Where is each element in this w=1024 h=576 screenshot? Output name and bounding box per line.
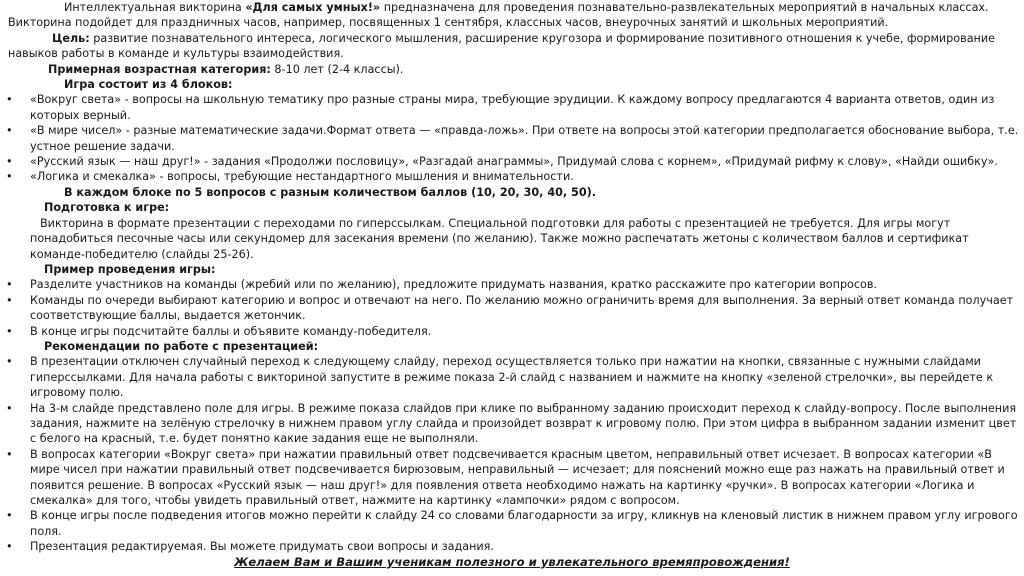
blocks-heading: Игра состоит из 4 блоков: (64, 78, 233, 92)
bullet-icon: • (6, 293, 13, 307)
list-item: • «Русский язык — наш друг!» - задания «Продолжи пословицу», «Разгадай анаграммы», Придумай слова с корнем», «Придумай рифму к слову», «Найди ошибку». (6, 155, 998, 169)
example-heading: Пример проведения игры: (44, 262, 216, 276)
prep-text: Викторина в формате презентации с переходами по гиперссылкам. Специальной подготовки для работы с презентацией не требуется. Для игры могут понадобиться песочные часы или секундомер для засекания времени (по желанию). Также можно распечатать жетоны с количеством баллов и сертификат команде-победителю (слайды 25-26). (30, 216, 969, 261)
quiz-title: «Для самых умных!» (245, 1, 381, 14)
age-text: 8-10 лет (2-4 классы). (270, 62, 404, 76)
list-item: • В конце игры после подведения итогов можно перейти к слайду 24 со словами благодарности за игру, кликнув на кленовый листик в нижнем правом углу игрового поля. (6, 509, 1018, 538)
bullet-icon: • (6, 401, 13, 415)
list-item: • В презентации отключен случайный переход к следующему слайду, переход осуществляется только при нажатии на кнопки, связанные с нужными слайдами гиперссылками. Для начала работы с викториной запустите в режиме показа 2-й слайд с названием и нажмите на кнопку «зеленой стрелочки», вы перейдете к игровому полю. (6, 355, 994, 400)
list-item: • Презентация редактируемая. Вы можете придумать свои вопросы и задания. (6, 540, 494, 554)
bullet-icon: • (6, 124, 13, 138)
bullet-icon: • (6, 170, 13, 184)
bullet-icon: • (6, 155, 13, 169)
list-item: • На 3-м слайде представлено поле для игры. В режиме показа слайдов при клике по выбранному заданию происходит переход к слайду-вопросу. После выполнения задания, нажмите на зелёную стрелочку в нижнем правом углу слайда и произойдет возврат к игровому полю. При этом цифра в выбранном задании изменит цвет с белого на красный, т.е. будет понятно какие задания еще не выполняли. (6, 401, 1017, 446)
bullet-icon: • (6, 540, 13, 554)
blocks-list (0, 92, 1024, 184)
prep-heading: Подготовка к игре: (44, 201, 170, 215)
list-item: • В конце игры подсчитайте баллы и объявите команду-победителя. (6, 324, 432, 338)
age-label: Примерная возрастная категория: (48, 62, 271, 76)
age-paragraph (0, 62, 1024, 77)
bullet-icon: • (6, 278, 13, 292)
list-item: • «Вокруг света» - вопросы на школьную тематику про разные страны мира, требующие эрудиции. К каждому вопросу предлагаются 4 варианта ответов, один из которых верный. (6, 93, 995, 122)
points-line: В каждом блоке по 5 вопросов с разным количеством баллов (10, 20, 30, 40, 50). (64, 185, 596, 199)
list-item: • Команды по очереди выбирают категорию и вопрос и отвечают на него. По желанию можно ограничить время для выполнения. За верный ответ команда получает соответствующие баллы, выдается жетончик. (6, 293, 1014, 323)
intro-text: предназначена для проведения познавательно-развлекательных мероприятий в начальных классах. Викторина подойдет для праздничных часов, например, посвященных 1 сентября, классных часов, внеурочных занятий и школьных мероприятий. (8, 1, 989, 30)
goal-paragraph (0, 31, 1024, 62)
list-item: • Разделите участников на команды (жребий или по желанию), предложите придумать названия, кратко расскажите про категории вопросов. (6, 278, 878, 292)
intro-lead: Интеллектуальная викторина (64, 1, 246, 14)
example-list (0, 277, 1024, 339)
goal-text: развитие познавательного интереса, логического мышления, расширение кругозора и формирование позитивного отношения к учебе, формирование навыков работы в команде и культуры взаимодействия. (8, 31, 996, 61)
bullet-icon: • (6, 447, 13, 461)
list-item: • В вопросах категории «Вокруг света» при нажатии правильный ответ подсвечивается красным цветом, неправильный ответ исчезает. В вопросах категории «В мире чисел при нажатии правильный ответ подсвечивается бирюзовым, неправильный — исчезает; для пояснений можно еще раз нажать на правильный ответ и появится решение. В вопросах «Русский язык — наш друг!» для появления ответа необходимо нажать на картинку «ручки». В вопросах категории «Логика и смекалка» для того, чтобы увидеть правильный ответ, нажмите на картинку «лампочки» рядом с вопросом. (6, 447, 1005, 507)
bullet-icon: • (6, 355, 13, 369)
list-item: • «В мире чисел» - разные математические задачи.Формат ответа — «правда-ложь». При ответе на вопросы этой категории предполагается обоснование выбора, т.е. устное решение задачи. (6, 124, 1019, 153)
bullet-icon: • (6, 324, 13, 338)
list-item: • «Логика и смекалка» - вопросы, требующие нестандартного мышления и внимательности. (6, 170, 574, 184)
bullet-icon: • (6, 509, 13, 523)
recommendations-heading: Рекомендации по работе с презентацией: (44, 339, 319, 353)
recommendations-list (0, 354, 1024, 554)
goal-label: Цель: (52, 31, 90, 45)
closing-wish: Желаем Вам и Вашим ученикам полезного и увлекательного времяпровождения! (234, 554, 790, 569)
bullet-icon: • (6, 93, 13, 107)
intro-paragraph (0, 0, 1024, 31)
